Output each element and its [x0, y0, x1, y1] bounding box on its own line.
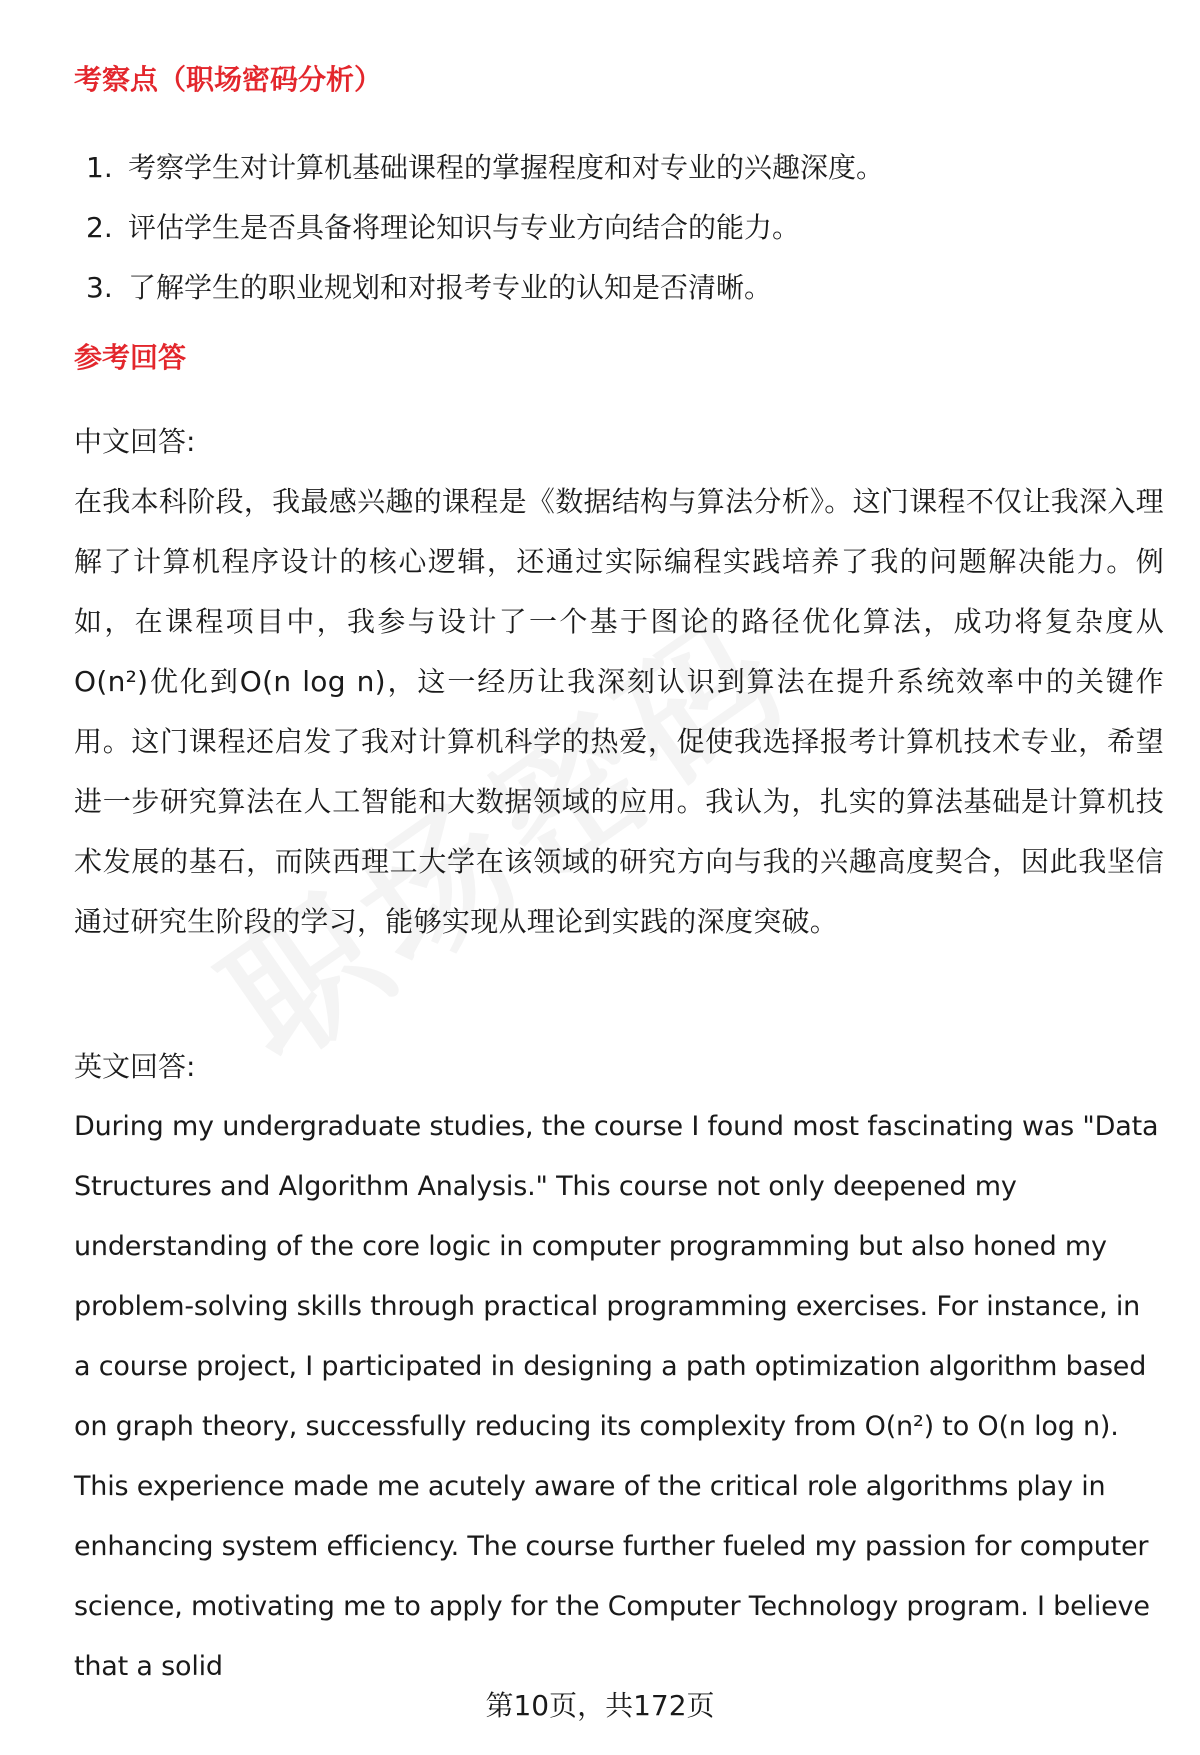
- list-item-text: 考察学生对计算机基础课程的掌握程度和对专业的兴趣深度。: [128, 151, 885, 184]
- list-item-text: 了解学生的职业规划和对报考专业的认知是否清晰。: [128, 271, 773, 304]
- list-item-number: 2.: [86, 211, 113, 244]
- section-title-points: 考察点（职场密码分析）: [74, 63, 383, 96]
- list-item-number: 3.: [86, 271, 113, 304]
- list-item-text: 评估学生是否具备将理论知识与专业方向结合的能力。: [128, 211, 801, 244]
- list-item: [74, 198, 884, 258]
- english-answer-label: 英文回答:: [74, 1050, 196, 1083]
- points-list: [74, 138, 884, 318]
- list-item: [74, 138, 884, 198]
- document-page: [74, 0, 1164, 1755]
- list-item-number: 1.: [86, 151, 113, 184]
- page-number-footer: 第10页，共172页: [485, 1689, 715, 1722]
- chinese-answer-text: 在我本科阶段，我最感兴趣的课程是《数据结构与算法分析》。这门课程不仅让我深入理解了计算机程序设计的核心逻辑，还通过实际编程实践培养了我的问题解决能力。例如，在课程项目中，我参与设计了一个基于图论的路径优化算法，成功将复杂度从O(n²)优化到O(n log n)，这一经历让我深刻认识到算法在提升系统效率中的关键作用。这门课程还启发了我对计算机科学的热爱，促使我选择报考计算机技术专业，希望进一步研究算法在人工智能和大数据领域的应用。我认为，扎实的算法基础是计算机技术发展的基石，而陕西理工大学在该领域的研究方向与我的兴趣高度契合，因此我坚信通过研究生阶段的学习，能够实现从理论到实践的深度突破。: [74, 485, 1164, 938]
- english-answer-text: During my undergraduate studies, the course I found most fascinating was "Data Structures and Algorithm Analysis." This course not only deepened my understanding of the core logic in computer programming but also honed my problem-solving skills through practical programming exercises. For instance, in a course project, I participated in designing a path optimization algorithm based on graph theory, successfully reducing its complexity from O(n²) to O(n log n). This experience made me acutely aware of the critical role algorithms play in enhancing system efficiency. The course further fueled my passion for computer science, motivating me to apply for the Computer Technology program. I believe that a solid: [74, 1111, 1159, 1682]
- list-item: [74, 258, 884, 318]
- section-title-answer: 参考回答: [74, 341, 187, 374]
- chinese-answer-label: 中文回答:: [74, 425, 196, 458]
